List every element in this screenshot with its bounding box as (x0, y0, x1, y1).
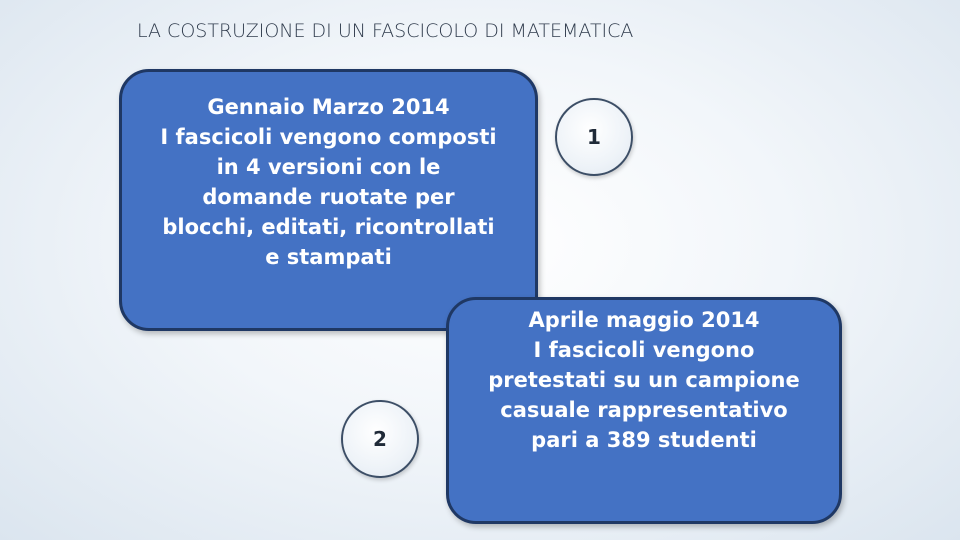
slide-title: LA COSTRUZIONE DI UN FASCICOLO DI MATEMATICA (137, 20, 634, 42)
step-2-line-1: Aprile maggio 2014 (528, 308, 760, 332)
step-2-line-3: pretestati su un campione (488, 368, 800, 392)
step-2-box (446, 297, 842, 524)
step-1-box (119, 69, 538, 331)
step-1-number-badge: 1 (555, 98, 633, 176)
step-2-line-2: I fascicoli vengono (533, 338, 755, 362)
step-1-line-4: domande ruotate per (202, 185, 455, 209)
step-1-line-5: blocchi, editati, ricontrollati (162, 215, 495, 239)
step-2-line-4: casuale rappresentativo (500, 398, 788, 422)
step-1-line-6: e stampati (265, 245, 392, 269)
step-2-number-badge: 2 (341, 400, 419, 478)
step-2-line-5: pari a 389 studenti (531, 428, 757, 452)
step-1-line-3: in 4 versioni con le (216, 155, 441, 179)
step-1-line-2: I fascicoli vengono composti (160, 125, 497, 149)
step-1-line-1: Gennaio Marzo 2014 (207, 95, 450, 119)
